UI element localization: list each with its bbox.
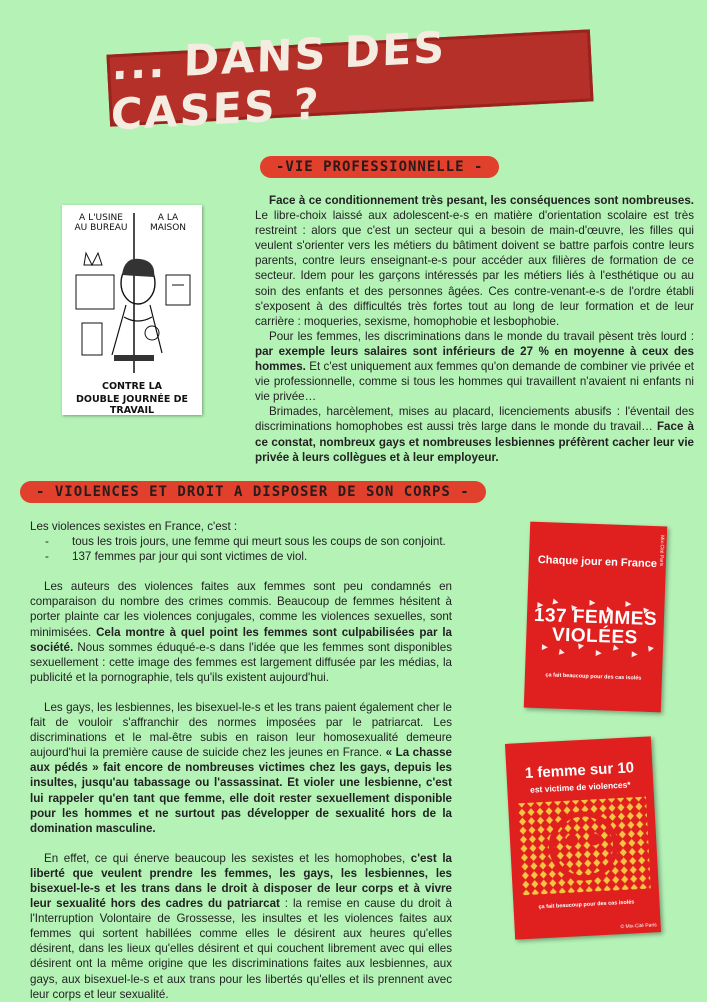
poster1-top-text: Chaque jour en France [537, 553, 658, 571]
illustration-caption-line1: CONTRE LA [102, 381, 162, 392]
section2-paragraph-1: Les auteurs des violences faites aux femmes sont peu condamnés en comparaison du nombre des crimes commis. Beaucoup de femmes hésitent à porter plainte car les violences conjugales, comme les violences sexuelles, sont minimisées. Cela montre à quel point les femmes sont culpabilisées par la société. Nous sommes éduqué-e-s dans l'idée que les femmes sont disponibles sexuellement : cette image des femmes est largement diffusée par les médias, la publicité et la pornographie, tels qu'ils existent aujourd'hui. [30, 580, 452, 684]
illustration-label-maison: A LA MAISON [149, 213, 187, 233]
poster2-subtitle: est victime de violences* [529, 779, 631, 795]
section1-paragraph-2: Pour les femmes, les discriminations dans le monde du travail pèsent très lourd : par exemple leurs salaires sont inférieurs de 27 % en moyenne à ceux des hommes. Et c'est uniquement aux femmes qu'on demande de combiner vie privée et vie professionnelle, comme si tous les hommes qui travaillent n'avaient ni enfants ni vie privée… [255, 329, 694, 404]
poster-1-femme-sur-10 [505, 736, 661, 939]
title-stamp [106, 22, 593, 141]
section1-text [255, 193, 694, 465]
section1-paragraph-3: Brimades, harcèlement, mises au placard, licenciements abusifs : l'éventail des discriminations homophobes est aussi très large dans le monde du travail… Face à ce constat, nombreux gays et nombreuses lesbiennes préfèrent cacher leur vie privée à leurs collègues et à leur employeur. [255, 405, 694, 464]
section1-paragraph-1: Face à ce conditionnement très pesant, les conséquences sont nombreuses. Le libre-choix laissé aux adolescent-e-s en matière d'orientation scolaire est très restreint : alors que c'est un secteur qui a besoin de main-d'œuvre, les filles qui veulent s'orienter vers les métiers du bâtiment doivent se battre parfois contre leurs parents, contre leurs enseignant-e-s pour accéder aux filières de formation de ce secteur. Idem pour les garçons intéressés par les métiers liés à l'esthétique ou au soin des enfants et des personnes âgées. Ces contre-venant-e-s de l'ordre établi s'exposent à des difficultés très fortes tout au long de leur formation et de leur carrière : moqueries, sexisme, homophobie et lesbophobie. [255, 194, 694, 328]
poster1-credit: Mix-Cité Paris [657, 535, 665, 567]
section-heading-vie-professionnelle: -VIE PROFESSIONNELLE - [260, 156, 499, 178]
section-heading-violences: - VIOLENCES ET DROIT A DISPOSER DE SON CORPS - [20, 481, 486, 503]
section2-paragraph-2: Les gays, les lesbiennes, les bisexuel-le-s et les trans paient également cher le fait de vouloir s'affranchir des normes imposées par le patriarcat. Les discriminations et le mal-être subis en raison leur homosexualité demeure aujourd'hui la première cause de suicide chez les jeunes en France. « La chasse aux pédés » fait encore de nombreuses victimes chez les gays, depuis les insultes, jusqu'au tabassage ou l'assassinat. Et violer une lesbienne, c'est lui rappeler qu'en tant que femme, elle doit rester sexuellement disponible pour les hommes et ne surtout pas développer de sexualité hors de la domination masculine. [30, 700, 452, 835]
poster2-credit: © Mix-Cité Paris [620, 922, 657, 931]
poster2-pattern [508, 792, 659, 900]
poster1-tagline: ça fait beaucoup pour des cas isolés [545, 672, 642, 682]
illustration-double-journee [62, 205, 202, 415]
poster2-tagline: ça fait beaucoup pour des cas isolés [538, 899, 635, 911]
poster1-headline: 137 FEMMES VIOLÉES [533, 604, 658, 649]
poster2-headline: 1 femme sur 10 [524, 759, 635, 782]
page-title: ... DANS DES CASES ? [110, 22, 447, 141]
section2-intro: Les violences sexistes en France, c'est : [30, 520, 238, 533]
section2-text [30, 519, 452, 1002]
illustration-label-usine: A L'USINE AU BUREAU [74, 213, 128, 233]
illustration-caption-line2: DOUBLE JOURNÉE DE TRAVAIL [75, 394, 189, 416]
poster-137-femmes [524, 522, 667, 713]
list-item: - tous les trois jours, une femme qui meurt sous les coups de son conjoint. [45, 535, 446, 549]
section2-paragraph-3: En effet, ce qui énerve beaucoup les sexistes et les homophobes, c'est la liberté que veulent prendre les femmes, les gays, les lesbiennes, les bisexuel-le-s et les trans dans le droit à disposer de leur corps et à vivre leur sexualité hors des cadres du patriarcat : la remise en cause du droit à l'Interruption Volontaire de Grossesse, les insultes et les violences faites aux femmes qui sortent habillées comme elles le désirent aux heures qu'elles désirent, dans les lieux qu'elles désirent et qui couchent librement avec qui elles désirent ont la même origine que les discriminations faites aux lesbiennes, aux gays, aux bisexuel-le-s et aux trans pour les libertés qu'elles et ils prennent avec leur corps et leur sexualité. [30, 851, 452, 1001]
list-item: - 137 femmes par jour qui sont victimes de viol. [45, 550, 308, 564]
